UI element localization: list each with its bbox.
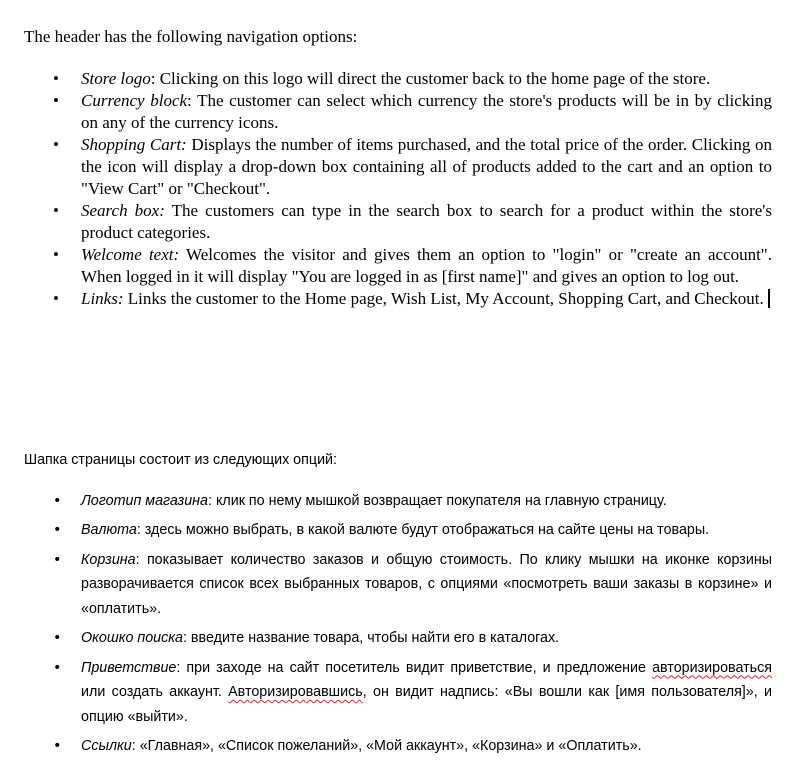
desc-currency-block: The customer can select which currency the store's products will be in by clicking on any of the currency icons. (81, 91, 773, 132)
term-currency-ru: Валюта (81, 522, 137, 538)
misspelled-word[interactable]: авторизироваться (652, 659, 772, 676)
desc-links-ru: : «Главная», «Список пожеланий», «Мой аккаунт», «Корзина» и «Оплатить». (131, 738, 642, 754)
english-section (24, 26, 772, 310)
english-list (24, 68, 772, 310)
term-shopping-cart: Shopping Cart: (81, 135, 187, 154)
bullet-icon: • (53, 738, 62, 754)
desc-currency-ru: : здесь можно выбрать, в какой валюте будут отображаться на сайте цены на товары. (136, 522, 710, 538)
term-store-logo: Store logo (81, 69, 151, 88)
bullet-icon: • (53, 91, 59, 110)
bullet-icon: • (53, 135, 59, 154)
russian-section (24, 448, 772, 764)
bullet-icon: • (53, 245, 59, 264)
list-item-store-logo: • Store logo: Clicking on this logo will direct the customer back to the home page of the store. (53, 69, 711, 88)
bullet-icon: • (53, 659, 62, 676)
term-welcome-text: Welcome text: (81, 245, 180, 264)
misspelled-word[interactable]: Авторизировавшись (228, 684, 363, 700)
term-links-ru: Ссылки (81, 738, 132, 754)
term-logo-ru: Логотип магазина (81, 492, 208, 509)
bullet-icon: • (53, 201, 59, 220)
bullet-icon: • (53, 492, 62, 509)
english-intro: The header has the following navigation options: (24, 27, 358, 46)
bullet-icon: • (53, 289, 59, 308)
term-links: Links: (81, 289, 124, 308)
desc-links: Links the customer to the Home page, Wish List, My Account, Shopping Cart, and Checkout. (123, 289, 764, 308)
term-search-ru: Окошко поиска (81, 630, 183, 646)
desc-shopping-cart: Displays the number of items purchased, and the total price of the order. Clicking on the icon will display a drop-down box containing all of products added to the cart and an option to "View Cart" or "Checkout". (81, 135, 772, 198)
term-cart-ru: Корзина (81, 551, 136, 568)
russian-intro: Шапка страницы состоит из следующих опций: (24, 452, 338, 468)
list-item-logo-ru (24, 489, 772, 514)
desc-cart-ru: : показывает количество заказов и общую стоимость. По клику мышки на иконке корзины разворачивается список всех выбранных товаров, с опциями «посмотреть ваши заказы в корзине» и «оплатить». (81, 551, 772, 617)
list-item-search-box (24, 200, 772, 244)
bullet-icon: • (53, 551, 62, 568)
term-search-box: Search box: (81, 201, 165, 220)
list-item-welcome-ru: • Приветствие: при заходе на сайт посетитель видит приветствие, и предложение авторизироваться или создать аккаунт. Авторизировавшись, он видит надпись: «Вы вошли как [имя пользователя]», и опцию «выйти». (24, 656, 772, 730)
desc-search-ru: : введите название товара, чтобы найти его в каталогах. (182, 630, 560, 646)
list-item-currency-block: • Currency block: The customer can select which currency the store's products will be in by clicking on any of the currency icons. (53, 91, 773, 132)
list-item-currency-ru (24, 518, 772, 543)
bullet-icon: • (53, 630, 62, 646)
desc-welcome-text: Welcomes the visitor and gives them an option to "login" or "create an account". When logged in it will display "You are logged in as [first name]" and gives an option to log out. (81, 245, 772, 286)
list-item-search-ru (24, 626, 772, 651)
desc-store-logo: Clicking on this logo will direct the customer back to the home page of the store. (155, 69, 711, 88)
bullet-icon: • (53, 522, 62, 538)
list-item-cart-ru (24, 548, 772, 622)
list-item-links-ru (24, 734, 772, 759)
russian-list (24, 489, 772, 759)
list-item-shopping-cart (24, 134, 772, 200)
term-welcome-ru: Приветствие (81, 659, 177, 676)
bullet-icon: • (53, 69, 59, 88)
desc-search-box: The customers can type in the search box to search for a product within the store's product categories. (81, 201, 772, 242)
desc-logo-ru: : клик по нему мышкой возвращает покупателя на главную страницу. (208, 492, 667, 509)
list-item-welcome-text (24, 244, 772, 288)
term-currency-block: Currency block (81, 91, 188, 110)
text-cursor[interactable] (768, 289, 770, 308)
list-item-links (24, 288, 772, 310)
